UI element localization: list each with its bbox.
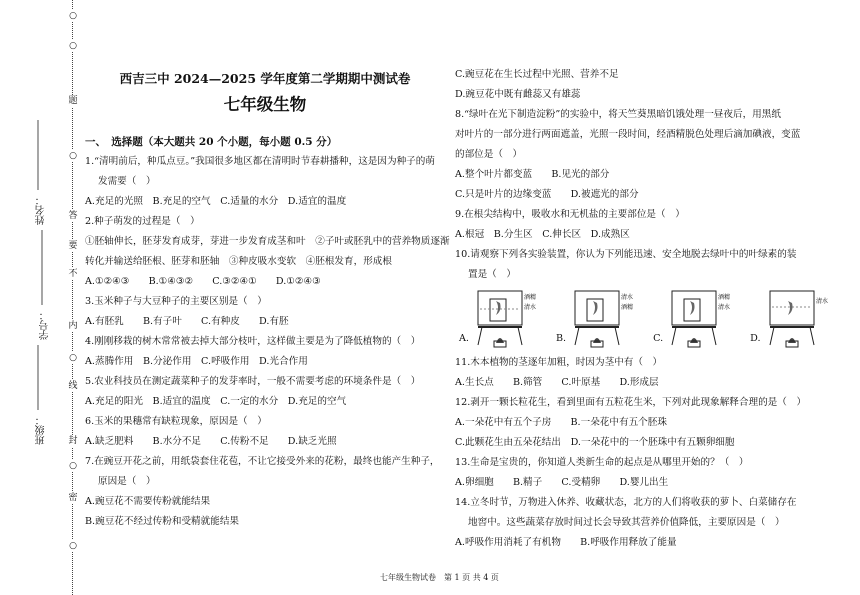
section-heading: 一、 选择题（本大题共 20 个小题，每小题 0.5 分） <box>85 136 338 148</box>
question-line: 对叶片的一部分进行两面遮盖，光照一段时间，经酒精脱色处理后滴加碘液，变蓝 <box>455 129 801 140</box>
question-line: 发需要（ ） <box>98 176 156 187</box>
diagram-label: C. <box>653 333 664 344</box>
question-line: 1.“清明前后，种瓜点豆。”我国很多地区都在清明时节春耕播种，这是因为种子的萌 <box>85 156 435 167</box>
option-line: A.豌豆花不需要传粉就能结果 <box>85 496 211 507</box>
question-line: 8.“绿叶在光下制造淀粉”的实验中，将天竺葵黑暗饥饿处理一昼夜后，用黑纸 <box>455 109 781 120</box>
question-line: 原因是（ ） <box>98 476 156 487</box>
right-column <box>455 65 850 553</box>
option-line: A.充足的阳光 B.适宜的温度 C.一定的水分 D.充足的空气 <box>85 396 347 407</box>
name-label: 姓名： <box>36 195 47 225</box>
seal-char: 封 <box>66 435 80 447</box>
option-line: C.此颗花生由五朵花结出 D.一朵花中的一个胚珠中有五颗卵细胞 <box>455 437 735 448</box>
question-line: 置是（ ） <box>468 269 516 280</box>
seal-line: ○ ○ 题 ○ 答 要 不 内 ○ 线 封 ○ 密 ○ <box>66 0 80 595</box>
seal-char: 密 <box>66 492 80 504</box>
seal-char: 内 <box>66 320 80 332</box>
question-line: 2.种子萌发的过程是（ ） <box>85 216 200 227</box>
option-line: A.充足的光照 B.充足的空气 C.适量的水分 D.适宜的温度 <box>85 196 347 207</box>
option-line: A.①②④③ B.①④③② C.③②④① D.①②④③ <box>85 276 321 287</box>
question-line: 14.立冬时节，万物进入休养、收藏状态，北方的人们将收获的萝卜、白菜储存在 <box>455 497 797 508</box>
option-line: B.豌豆花不经过传粉和受精就能结果 <box>85 516 240 527</box>
option-line: C.豌豆花在生长过程中光照、营养不足 <box>455 69 619 80</box>
question-line: 地窖中。这些蔬菜存放时间过长会导致其营养价值降低，主要原因是（ ） <box>468 517 785 528</box>
question-line: 9.在根尖结构中，吸收水和无机盐的主要部位是（ ） <box>455 209 685 220</box>
question-line: 12.剥开一颗长粒花生，看到里面有五粒花生米，下列对此现象解释合理的是（ ） <box>455 397 807 408</box>
student-id-label: 学号： <box>40 310 51 340</box>
svg-text:酒精: 酒精 <box>523 294 536 301</box>
question-line: 的部位是（ ） <box>455 149 523 160</box>
option-line: A.蒸腾作用 B.分泌作用 C.呼吸作用 D.光合作用 <box>85 356 308 367</box>
school-title: 西吉三中 2024—2025 学年度第二学期期中测试卷 <box>119 71 411 86</box>
option-line: A.呼吸作用消耗了有机物 B.呼吸作用释放了能量 <box>455 537 677 548</box>
apparatus-a <box>459 287 550 349</box>
experiment-diagrams <box>459 287 850 349</box>
option-line: A.有胚乳 B.有子叶 C.有种皮 D.有胚 <box>85 316 289 327</box>
option-line: A.生长点 B.筛管 C.叶原基 D.形成层 <box>455 377 659 388</box>
left-column <box>85 62 450 532</box>
svg-text:清水: 清水 <box>815 298 828 305</box>
question-line: ①胚轴伸长，胚芽发育成芽，芽进一步发育成茎和叶 ②子叶或胚乳中的营养物质逐渐 <box>85 236 450 247</box>
svg-text:清水: 清水 <box>718 304 731 311</box>
svg-text:酒精: 酒精 <box>718 294 731 301</box>
seal-char: 线 <box>66 380 80 392</box>
diagram-label: A. <box>459 333 469 344</box>
option-line: C.只是叶片的边缘变蓝 D.被遮光的部分 <box>455 189 639 200</box>
question-line: 7.在豌豆开花之前，用纸袋套住花苞，不让它接受外来的花粉，最终也能产生种子， <box>85 456 440 467</box>
question-line: 11.木本植物的茎逐年加粗，时因为茎中有（ ） <box>455 357 663 368</box>
question-line: 5.农业科技员在测定蔬菜种子的发芽率时，一般不需要考虑的环境条件是（ ） <box>85 376 421 387</box>
question-line: 4.刚刚移栽的树木常常被去掉大部分枝叶，这样做主要是为了降低植物的（ ） <box>85 336 421 347</box>
svg-text:酒精: 酒精 <box>621 304 634 311</box>
beaker-apparatus-icon <box>472 287 550 349</box>
seal-char: 答 <box>66 210 80 222</box>
diagram-label: B. <box>555 333 567 344</box>
option-line: A.根冠 B.分生区 C.伸长区 D.成熟区 <box>455 229 630 240</box>
option-line: A.卵细胞 B.精子 C.受精卵 D.婴儿出生 <box>455 477 669 488</box>
seal-char: 要 <box>66 240 80 252</box>
option-line: D.豌豆花中既有雌蕊又有雄蕊 <box>455 89 581 100</box>
svg-text:清水: 清水 <box>523 304 536 311</box>
diagram-label: D. <box>750 333 761 344</box>
beaker-apparatus-icon <box>569 287 647 349</box>
class-label: 班级： <box>36 415 47 445</box>
question-line: 转化并输送给胚根、胚芽和胚轴 ③种皮吸水变软 ④胚根发育，形成根 <box>85 256 392 267</box>
question-line: 13.生命是宝贵的，你知道人类新生命的起点是从哪里开始的？（ ） <box>455 457 749 468</box>
apparatus-d <box>750 287 841 349</box>
svg-text:清水: 清水 <box>621 294 634 301</box>
subject-title: 七年级生物 <box>223 95 307 114</box>
beaker-apparatus-icon <box>666 287 744 349</box>
question-line: 6.玉米的果穗常有缺粒现象，原因是（ ） <box>85 416 267 427</box>
question-line: 10.请观察下列各实验装置，你认为下列能迅速、安全地脱去绿叶中的叶绿素的装 <box>455 249 797 260</box>
option-line: A.一朵花中有五个子房 B.一朵花中有五个胚珠 <box>455 417 667 428</box>
apparatus-c <box>653 287 744 349</box>
apparatus-b <box>556 287 647 349</box>
option-line: A.整个叶片都变蓝 B.见光的部分 <box>455 169 610 180</box>
beaker-apparatus-icon <box>764 287 842 349</box>
option-line: A.缺乏肥料 B.水分不足 C.传粉不足 D.缺乏光照 <box>85 436 337 447</box>
seal-char: 不 <box>66 268 80 280</box>
question-line: 3.玉米种子与大豆种子的主要区别是（ ） <box>85 296 267 307</box>
seal-char: 题 <box>66 95 80 107</box>
page-footer: 七年级生物试卷 第 1 页 共 4 页 <box>380 573 499 582</box>
